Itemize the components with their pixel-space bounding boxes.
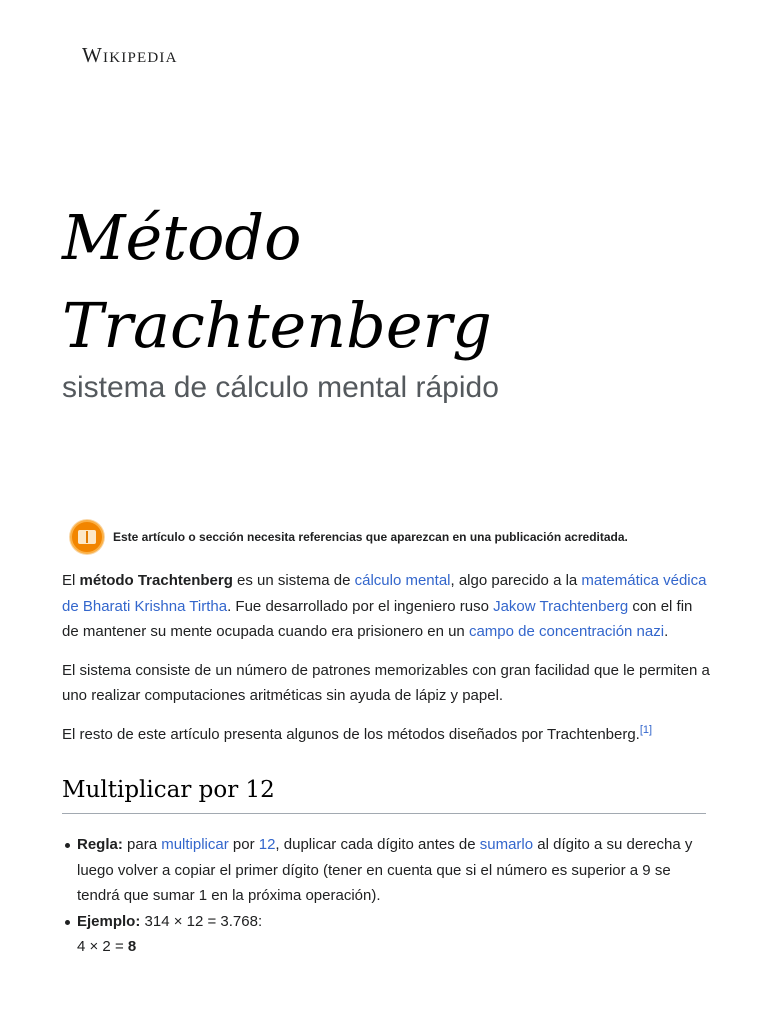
text: con el fin de mantener su mente ocupada cuando era prisionero en un	[62, 597, 693, 640]
text: para	[122, 836, 162, 853]
example-step: 4 × 2 =	[77, 938, 128, 955]
list-item-example	[77, 909, 707, 960]
text: . Fue desarrollado por el ingeniero ruso	[227, 597, 494, 615]
text: , duplicar cada dígito antes de	[275, 836, 480, 853]
text: El	[62, 572, 80, 589]
link-jakow-trachtenberg[interactable]: Jakow Trachtenberg	[493, 597, 629, 615]
intro-paragraph-3	[62, 722, 712, 748]
text: .	[664, 623, 669, 640]
section-heading: Multiplicar por 12	[62, 777, 706, 814]
link-calculo-mental[interactable]: cálculo mental	[354, 572, 451, 589]
text: es un sistema de	[232, 572, 355, 589]
article-intro	[62, 568, 712, 760]
page-title-line-1: Método	[62, 201, 302, 274]
example-step-result: 8	[127, 938, 137, 955]
bold-term: método Trachtenberg	[79, 572, 233, 589]
text: , algo parecido a la	[450, 572, 582, 589]
references-notice	[70, 520, 710, 554]
example-label: Ejemplo:	[77, 912, 141, 930]
reference-link-1[interactable]: [1]	[639, 723, 653, 736]
page-subtitle: sistema de cálculo mental rápido	[62, 371, 499, 404]
book-icon	[70, 520, 104, 554]
text: al dígito a su derecha y luego volver a copiar el primer dígito (tener en cuenta que si el número es superior a 9 se tendrá que sumar 1 en la próxima operación).	[77, 836, 693, 904]
rule-label: Regla:	[77, 836, 123, 853]
text: por	[228, 836, 259, 853]
wikipedia-wordmark[interactable]: Wikipedia	[82, 43, 178, 67]
section-list	[77, 832, 707, 960]
link-multiplicar[interactable]: multiplicar	[161, 836, 229, 853]
page-title-line-2: Trachtenberg	[62, 289, 492, 362]
intro-paragraph-2: El sistema consiste de un número de patrones memorizables con gran facilidad que le permiten a uno realizar computaciones aritméticas sin ayuda de lápiz y papel.	[62, 661, 710, 704]
link-campo-concentracion[interactable]: campo de concentración nazi	[468, 623, 665, 640]
text: 314 × 12 = 3.768:	[140, 912, 263, 930]
list-item-rule	[77, 832, 707, 909]
link-sumarlo[interactable]: sumarlo	[479, 836, 534, 853]
intro-paragraph-1	[62, 568, 712, 645]
link-matematica-vedica[interactable]: matemática védica de Bharati Krishna Tirtha	[62, 572, 707, 615]
link-12[interactable]: 12	[258, 836, 276, 853]
page-title	[62, 194, 742, 370]
notice-text: Este artículo o sección necesita referencias que aparezcan en una publicación acreditada.	[113, 530, 628, 544]
text: El resto de este artículo presenta algunos de los métodos diseñados por Trachtenberg.	[62, 725, 640, 743]
